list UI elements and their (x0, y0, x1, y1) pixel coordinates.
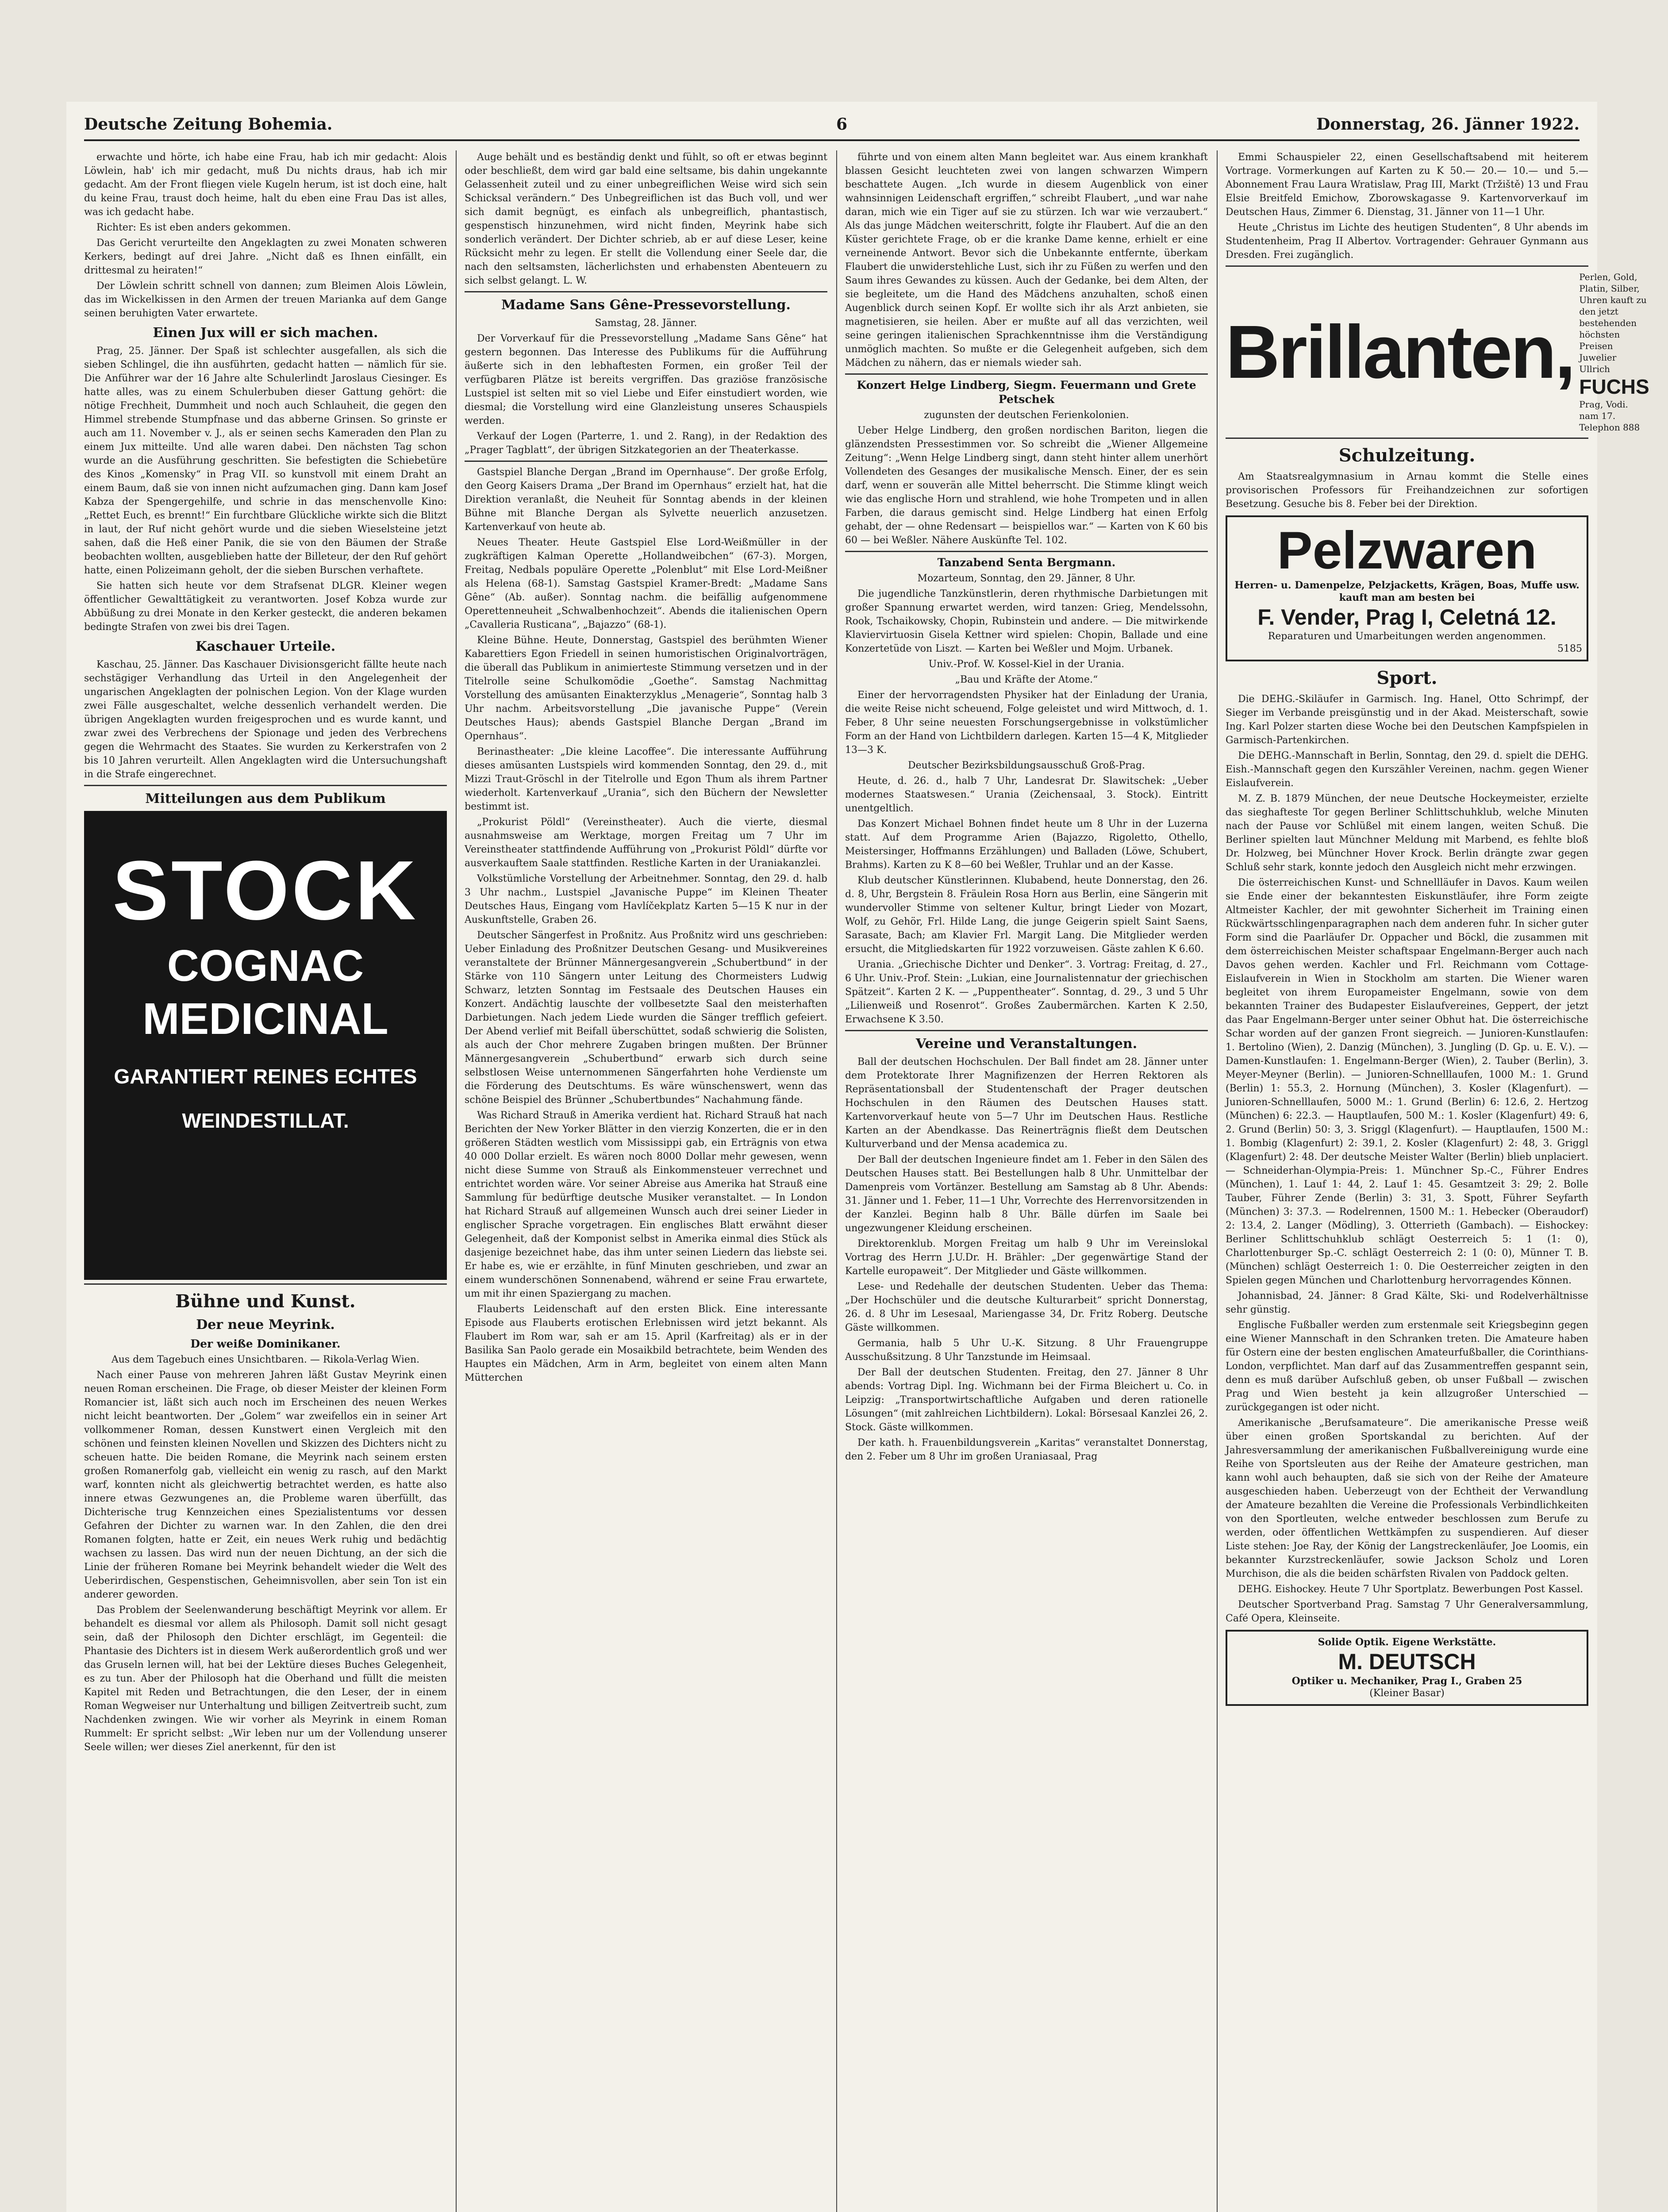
divider (84, 1283, 447, 1285)
paragraph: Heute „Christus im Lichte des heutigen Studenten“, 8 Uhr abends im Studentenheim, Prag II Albertov. Vortragender: Gehrauer Gynmann aus Dresden. Frei zugänglich. (1226, 222, 1588, 261)
paragraph: Deutscher Sängerfest in Proßnitz. Aus Proßnitz wird uns geschrieben: Ueber Einladung des Proßnitzer Deutschen Gesang- und Musikvereines veranstaltete der Brünner Männergesangverein „Schubertbund“ in der Stärke von 110 Sängern unter Leitung des Chormeisters Ludwig Schwarz, letzten Sonntag im Festsaale des Deutschen Hauses ein Konzert. Andächtig lauschte der vollbesetzte Saal den meisterhaften Darbietungen. Nach jedem Liede wurden die Sänger trefflich gefeiert. Der Abend verlief mit Beifall überschüttet, sodaß schwierig die Solisten, als auch der Chor mehrere Zugaben bringen mußten. Der Brünner Männergesangverein „Schubertbund“ erwarb sich durch seine selbstlosen Weise unternommenen Sängerfahrten hohe Verdienste um die Förderung des Deutschtums. Es wäre wünschenswert, wenn das schöne Beispiel des Brünner „Schubertbundes“ Nachahmung fände. (465, 930, 827, 1106)
ad-brand: STOCK (112, 844, 419, 937)
section-heading: Mitteilungen aus dem Publikum (145, 791, 386, 806)
ad-line: Optiker u. Mechaniker, Prag I., Graben 25 (1291, 1675, 1522, 1687)
section-heading: Vereine und Veranstaltungen. (915, 1036, 1138, 1052)
header-newspaper-name: Deutsche Zeitung Bohemia. (84, 115, 333, 134)
paragraph: DEHG. Eishockey. Heute 7 Uhr Sportplatz. Bewerbungen Post Kassel. (1238, 1584, 1583, 1595)
section-heading: Sport. (1376, 668, 1437, 688)
optik-deutsch-ad (1226, 1630, 1588, 1706)
article-heading: Madame Sans Gêne-Pressevorstellung. (501, 297, 791, 313)
paragraph: Lese- und Redehalle der deutschen Studenten. Ueber das Thema: „Der Hochschüler und die deutsche Kulturarbeit“ spricht Donnerstag, 26. d. 8 Uhr im Lesesaal, Mariengasse 34, Dr. Fritz Roberg. Deutsche Gäste willkommen. (845, 1281, 1208, 1333)
paragraph: Das Problem der Seelenwanderung beschäftigt Meyrink vor allem. Er behandelt es diesmal vor allem als Philosoph. Damit soll nicht gesagt sein, daß der Philosoph den Dichter erschlägt, im Gegenteil: die Phantasie des Dichters ist in diesem Werk außerordentlich groß und wer das Gruseln lernen will, hat bei der Lektüre dieses Buches Gelegenheit, es zu tun. Aber der Philosoph hat die Oberhand und füllt die meisten Kapitel mit Reden und Betrachtungen, die den Leser, der in einem Roman Wegweiser nur Unterhaltung und billigen Zeitvertreib sucht, zum Nachdenken zwingen. Wie wir vorher als Meyrink in einem Roman Rummelt: Er spricht selbst: „Wir leben nur um der Vollendung unserer Seele willen; wer dieses Ziel anerkennt, für den ist (84, 1605, 447, 1753)
section-heading: Schulzeitung. (1338, 445, 1476, 466)
paragraph: Einer der hervorragendsten Physiker hat der Einladung der Urania, die weite Reise nicht scheuend, Folge geleistet und wird Mittwoch, d. 1. Feber, 8 Uhr seine neuesten Forschungsergebnisse in volkstümlicher Form an der Hand von Lichtbildern darlegen. Karten 15—4 K, Mitglieder 13—3 K. (845, 690, 1208, 756)
ad-line: MEDICINAL (142, 994, 388, 1044)
column-1 (84, 150, 447, 2212)
paragraph: Richter: Es ist eben anders gekommen. (96, 222, 291, 233)
paragraph: Die DEHG.-Mannschaft in Berlin, Sonntag, den 29. d. spielt die DEHG. Eish.-Mannschaft gegen den Kurszähler Vereinen, nachm. gegen Wiener Eislaufverein. (1226, 750, 1588, 789)
column-divider (456, 150, 457, 2212)
column-2 (465, 150, 827, 2212)
paragraph: Verkauf der Logen (Parterre, 1. und 2. Rang), in der Redaktion des „Prager Tagblatt“, der übrigen Sitzkategorien an der Theaterkasse. (465, 431, 827, 456)
paragraph: führte und von einem alten Mann begleitet war. Aus einem krankhaft blassen Gesicht leuchteten zwei von langen schwarzen Wimpern beschattete Augen. „Ich wurde in diesem Augenblick von einer wahnsinnigen Leidenschaft ergriffen,“ schreibt Flaubert, „und war nahe daran, mich wie ein Tiger auf sie zu stürzen. Ich war wie verzaubert.“ Als das junge Mädchen weiterschritt, folgte ihr Flaubert. Auf die an den Küster gerichtete Frage, ob er die kranke Dame kenne, erhielt er eine verneinende Antwort. Bevor sich die Unbekannte entfernte, überkam Flaubert die unwiderstehliche Lust, sich ihr zu Füßen zu werfen und den Saum ihres Gewandes zu küssen. Auch der Gedanke, bei dem Alten, der sie begleitete, um die Hand des Mädchens anzuhalten, schoß einen Augenblick durch seinen Kopf. Er wollte sich ihr als Arzt anbieten, sie magnetisieren, sie heilen. Aber er mußte auf all das verzichten, weil seine geringen italienischen Sprachkenntnisse ihm die Verständigung unmöglich machten. So mußte er die Gelegenheit aufgeben, sich dem Mädchen zu nähern, das er niemals wieder sah. (845, 152, 1208, 369)
paragraph: Univ.-Prof. W. Kossel-Kiel in der Urania. (928, 659, 1125, 670)
ad-line: Perlen, Gold, Platin, Silber, Uhren kauft zu den jetzt bestehenden höchsten Preisen Juwelier Ullrich (1579, 272, 1647, 374)
article-heading: Tanzabend Senta Bergmann. (937, 556, 1116, 569)
paragraph: „Prokurist Pöldl“ (Vereinstheater). Auch die vierte, diesmal ausnahmsweise am Werktage, morgen Freitag um 7 Uhr im Vereinstheater stattfindende Aufführung von „Prokurist Pöldl“ dürfte vor ausverkauftem Saale stattfinden. Restliche Karten in der Uraniakanzlei. (465, 817, 827, 869)
paragraph: Am Staatsrealgymnasium in Arnau kommt die Stelle eines provisorischen Professors für Freihandzeichnen zur sofortigen Besetzung. Gesuche bis 8. Feber bei der Direktion. (1226, 471, 1588, 510)
ad-line: (Kleiner Basar) (1369, 1688, 1445, 1699)
article-source: Aus dem Tagebuch eines Unsichtbaren. — Rikola-Verlag Wien. (111, 1354, 420, 1365)
paragraph: M. Z. B. 1879 München, der neue Deutsche Hockeymeister, erzielte das sieghafteste Tor gegen Berliner Schlittschuhklub, welche Minuten nach der Pause vor Schlüßel mit einem langen, weiten Schuß. Die Berliner spielten laut Münchner Meldung mit Marbend, es fehlte bloß Dr. Holzweg, bei Münchner Hover Krock. Berlin drängte zwar gegen Schluß sehr stark, konnte jedoch den Ausgleich nicht mehr erzwingen. (1226, 793, 1588, 873)
paragraph: Deutscher Bezirksbildungsausschuß Groß-Prag. (907, 760, 1145, 771)
paragraph: Neues Theater. Heute Gastspiel Else Lord-Weißmüller in der zugkräftigen Kalman Operette „Hollandweibchen“ (67-3). Morgen, Freitag, Nedbals populäre Operette „Polenblut“ mit Else Lord-Meißner als Helena (68-1). Samstag Gastspiel Kramer-Bredt: „Madame Sans Gêne“ (Ab. außer). Sonntag nachm. die beifällig aufgenommene Operettenneuheit „Schwalbenhochzeit“. Abends die italienischen Opern „Cavalleria Rusticana“, „Bajazzo“ (68-1). (465, 537, 827, 630)
paragraph: Emmi Schauspieler 22, einen Gesellschaftsabend mit heiterem Vortrage. Vormerkungen auf Karten zu K 50.— 20.— 10.— und 5.— Abonnement Frau Laura Wratislaw, Prag III, Markt (Tržiště) 13 und Frau Elsie Breitfeld Emichow, Zborowskagasse 9. Kartenvorverkauf im Deutschen Haus, Zimmer 6. Dienstag, 31. Jänner von 11—1 Uhr. (1226, 152, 1588, 218)
paragraph: Ball der deutschen Hochschulen. Der Ball findet am 28. Jänner unter dem Protektorate Ihrer Magnifizenzen der Herren Rektoren als Repräsentationsball der Studentenschaft der Prager deutschen Hochschulen in den Räumen des Deutschen Hauses statt. Kartenvorverkauf heute von 5—7 Uhr im Deutschen Haus. Restliche Karten an der Abendkasse. Das Reinerträgnis fließt dem Deutschen Kulturverband und der Mensa academica zu. (845, 1056, 1208, 1150)
paragraph: Kleine Bühne. Heute, Donnerstag, Gastspiel des berühmten Wiener Kabarettiers Egon Friedell in seinen humoristischen Originalvorträgen, die überall das Publikum in animierteste Stimmung versetzen und in der Titelrolle seine Schulkomödie „Goethe“. Samstag Nachmittag Vorstellung des amüsanten Einakterzyklus „Menagerie“, Sonntag halb 3 Uhr nachm. Arbeitsvorstellung „Die javanische Puppe“ (Verein Deutsches Haus); abends Gastspiel Blanche Dergan „Brand im Opernhaus“. (465, 635, 827, 742)
article-subheading: Mozarteum, Sonntag, den 29. Jänner, 8 Uhr. (917, 573, 1136, 584)
column-3 (845, 150, 1208, 2212)
paragraph: Nach einer Pause von mehreren Jahren läßt Gustav Meyrink einen neuen Roman erscheinen. Die Frage, ob dieser Meister der kleinen Form Romancier ist, läßt sich auch noch im Erscheinen des neuen Werkes nicht leicht beantworten. Der „Golem“ war zweifellos ein in seiner Art vollkommener Roman, dessen Kunstwert einen Vergleich mit den schönen und feinsten kleinen Novellen und Skizzen des Dichters nicht zu scheuen hatte. Die beiden Romane, die Meyrink nach seinem ersten großen Romanerfolg gab, vielleicht ein wenig zu rasch, auf den Markt warf, konnten nicht als gleichwertig betrachtet werden, es hatte also innere etwas Gezwungenes an, die Probleme waren überfüllt, das Dichterische trug Kennzeichen eines Spezialistentums vor dessen Gefahren der Dichter zu warnen war. In den Zahlen, die den drei Romanen folgten, hatte er Zeit, ein neues Werk ruhig und bedächtig wachsen zu lassen. Das wird nun der neuen Dichtung, an der sich die Linie der früheren Romane bei Meyrink behandelt wieder die Welt des Ueberirdischen, Gespenstischen, Geheimnisvollen, aber sein Ton ist ein anderer geworden. (84, 1370, 447, 1600)
paragraph: erwachte und hörte, ich habe eine Frau, hab ich mir gedacht: Alois Löwlein, hab' ich mir gedacht, muß Du nichts draus, hab ich mir gedacht. Am der Front fliegen viele Kugeln herum, ist ist doch eine, halt du keine Frau, traust doch heime, halt du eben eine Frau Das ist alles, was ich gedacht habe. (84, 152, 447, 218)
paragraph: Urania. „Griechische Dichter und Denker“. 3. Vortrag: Freitag, d. 27., 6 Uhr. Univ.-Prof. Stein: „Lukian, eine Journalistennatur der griechischen Spätzeit“. Karten 2 K. — „Puppentheater“. Sonntag, d. 29., 3 und 5 Uhr „Lilienweiß und Rosenrot“. Großes Zaubermärchen. Karten K 2.50, Erwachsene K 3.50. (845, 959, 1208, 1025)
paragraph: Der Ball der deutschen Studenten. Freitag, den 27. Jänner 8 Uhr abends: Vortrag Dipl. Ing. Wichmann bei der Firma Bleichert u. Co. in Leipzig: „Transportwirtschaftliche Aufgaben und deren rationelle Lösungen“ (mit zahlreichen Lichtbildern). Lokal: Börsesaal Kanzlei 26, 2. Stock. Gäste willkommen. (845, 1367, 1208, 1433)
article-heading: Konzert Helge Lindberg, Siegm. Feuermann und Grete Petschek (857, 379, 1196, 406)
paragraph: Gastspiel Blanche Dergan „Brand im Opernhause“. Der große Erfolg, den Georg Kaisers Drama „Der Brand im Opernhaus“ erzielt hat, hat die Direktion veranlaßt, die Neuheit für Sonntag abends in der kleinen Bühne mit Blanche Dergan als Sylvette neuerlich anzusetzen. Kartenverkauf von heute ab. (465, 467, 827, 533)
ad-firm: F. Vender, Prag I, Celetná 12. (1257, 605, 1557, 630)
divider (845, 551, 1208, 552)
paragraph: Klub deutscher Künstlerinnen. Klubabend, heute Donnerstag, den 26. d. 8, Uhr, Bergstein 8. Fräulein Rosa Horn aus Berlin, eine Sängerin mit wundervoller Stimme von seltener Kultur, bringt Lieder von Mozart, Wolf, zu Gehör, Frl. Hilde Lang, die junge Geigerin spielt Saint Saens, Sarasate, Bach; am Klavier Frl. Margit Lang. Die Mitglieder werden ersucht, die Mitgliedskarten für 1922 vorzuweisen. Gäste zahlen K 6.60. (845, 875, 1208, 955)
section-heading: Bühne und Kunst. (175, 1291, 356, 1312)
paragraph: Die jugendliche Tanzkünstlerin, deren rhythmische Darbietungen mit großer Spannung erwartet werden, wird tanzen: Grieg, Mendelssohn, Rook, Tschaikowsky, Chopin, Rubinstein und andere. — Die mitwirkende Klaviervirtuosin Gisela Kettner wird spielen: Chopin, Ballade und eine Konzertetüde von Liszt. — Karten bei Weßler und Mojm. Urbanek. (845, 588, 1208, 654)
ad-brand: Brillanten, (1226, 310, 1574, 394)
column-4 (1226, 150, 1649, 2212)
paragraph: Die DEHG.-Skiläufer in Garmisch. Ing. Hanel, Otto Schrimpf, der Sieger im Verbande preisgünstig und in der Akad. Meisterschaft, sowie Ing. Karl Polzer starten diese Woche bei den Deutschen Kampfspielen in Garmisch-Partenkirchen. (1226, 694, 1588, 746)
ad-number: 5185 (1557, 643, 1582, 654)
column-divider (836, 150, 837, 2212)
ad-line: Herren- u. Damenpelze, Pelzjacketts, Krägen, Boas, Muffe usw. kauft man am besten bei (1234, 580, 1580, 603)
ad-brand: Pelzwaren (1277, 521, 1537, 580)
paragraph: Die österreichischen Kunst- und Schnellläufer in Davos. Kaum weilen sie Ende einer der bekanntesten Eiskunstläufer, ihre Form zeigte Altmeister Kachler, der mit gewohnter Sicherheit im Training einen Rückwärtsschlingenparagraphen nach dem anderen fuhr. In sicher guter Form sind die Paarläufer Dr. Oppacher und Böckl, die zusammen mit dem österreichischen Meister schaftspaar Engelmann-Berger auch nach Davos gehen werden. Kachler und Frl. Reichmann vom Cottage-Eislaufverein in Wien in Stockholm am starten. Die Wiener waren begleitet von ihrem Europameister Engelmann, sowie von dem bekannten Trainer des Budapester Eislaufvereines, Geppert, der jetzt das Paar Engelmann-Berger unter seiner Obhut hat. Die österreichische Schar worden auf der ganzen Front siegreich. — Junioren-Kunstlaufen: 1. Bertolino (Wien), 2. Danzig (München), 3. Jungling (D. Gp. u. E. V.). — Damen-Kunstlaufen: 1. Engelmann-Berger (Wien), 2. Tauber (Berlin), 3. Meyer-Meyner (Berlin). — Junioren-Schnelllaufen, 1000 M.: 1. Grund (Berlin) 1: 55.3, 2. Hornung (München), 3. Kosler (Klagenfurt). — Junioren-Schnelllaufen, 5000 M.: 1. Grund (Berlin) 6: 12.6, 2. Hertzog (München) 6: 22.3. — Hauptlaufen, 500 M.: 1. Kosler (Klagenfurt) 49: 6, 2. Grund (Berlin) 50: 3, 3. Sriggl (Klagenfurt). — Hauptlaufen, 1500 M.: 1. Bombig (Klagenfurt) 2: 39.1, 2. Kosler (Klagenfurt) 2: 48, 3. Griggl (Klagenfurt) 2: 48. Der deutsche Meister Walter (Berlin) blieb unplaciert. — Schneiderhan-Olympia-Preis: 1. Münchner Sp.-C., Führer Endres (München), 1. Lauf 1: 44, 2. Lauf 1: 45. Gesamtzeit 3: 29; 2. Bolle Tauber, Führer Zende (Berlin) 3: 31, 3. Spott, Führer Seyfarth (München) 3: 37.3. — Rodelrennen, 1500 M.: 1. Hebecker (Oberaudorf) 2: 13.4, 2. Langer (Mödling), 3. Otterrieth (Gambach). — Eishockey: Berliner Schlittschuhklub schlägt Oesterreich 5: 1 (1: 0), Charlottenburger Sp.-C. schlägt Oesterreich 2: 1 (0: 0), Münner T. B. (München) schlägt Oesterreich 1: 0. Die Oesterreicher zeigten in den Spielen gegen München und Charlottenburg hervorragendes Können. (1226, 877, 1588, 1286)
paragraph: Kaschau, 25. Jänner. Das Kaschauer Divisionsgericht fällte heute nach sechstägiger Verhandlung das Urteil in den Angelegenheit der ungarischen Angeklagten der polnischen Legion. Von der Klage wurden zwei Fälle ausgeschaltet, welche dessenlich verhandelt werden. Die übrigen Angeklagten wurden freigesprochen und es wurde kannt, und zwar zwei des Verbrechens der Spionage und jeden des Verbrechens gegen die Wehrmacht des Staates. Sie wurden zu Kerkerstrafen von 2 bis 10 Jahren verurteilt. Allen Angeklagten wird die Untersuchungshaft in die Strafe eingerechnet. (84, 659, 447, 780)
header-date: Donnerstag, 26. Jänner 1922. (1316, 115, 1580, 134)
header-page-number: 6 (836, 115, 848, 134)
ad-line: Solide Optik. Eigene Werkstätte. (1318, 1636, 1496, 1648)
column-divider (1217, 150, 1218, 2212)
paragraph: Englische Fußballer werden zum erstenmale seit Kriegsbeginn gegen eine Wiener Mannschaft in den Schranken treten. Die Amateure haben für Ostern eine der besten englischen Amateurfußballer, die Corinthians-London, verpflichtet. Man darf auf das Zusammentreffen gespannt sein, denn es muß darüber Aufschluß geben, ob unser Fußball — zwischen Prag und Wien besteht ja kein allzugroßer Unterschied — zurückgegangen ist oder nicht. (1226, 1320, 1588, 1413)
paragraph: Berinastheater: „Die kleine Lacoffee“. Die interessante Aufführung dieses amüsanten Lustspiels wird kommenden Sonntag, den 29. d., mit Mizzi Traut-Gröschl in der Titelrolle und Egon Thum als ihrem Partner wiederholt. Kartenverkauf „Urania“, sich den Büchern der Newsletter bestimmt ist. (465, 746, 827, 812)
paragraph: Flauberts Leidenschaft auf den ersten Blick. Eine interessante Episode aus Flauberts erotischen Erlebnissen wird jetzt bekannt. Als Flaubert im Rom war, sah er am 15. April (Karfreitag) als er in der Basilika San Paolo gerade ein Mosaikbild betrachtete, beim Wenden des Hauptes ein Mädchen, Arm in Arm, begleitet von einem alten Mann Mütterchen (465, 1304, 827, 1383)
article-subheading: zugunsten der deutschen Ferienkolonien. (924, 410, 1129, 421)
ad-side-text (1574, 271, 1649, 433)
divider (845, 373, 1208, 375)
article-heading: Kaschauer Urteile. (195, 639, 336, 654)
article-heading: Der neue Meyrink. (196, 1317, 335, 1333)
ad-line: COGNAC (167, 941, 364, 991)
paragraph: Das Gericht verurteilte den Angeklagten zu zwei Monaten schweren Kerkers, bedingt auf drei Jahre. „Nicht daß es Ihnen einfällt, ein drittesmal zu heiraten!“ (84, 238, 447, 276)
article-heading: Einen Jux will er sich machen. (153, 325, 378, 341)
paragraph: „Bau und Kräfte der Atome.“ (955, 674, 1098, 685)
paragraph: Der kath. h. Frauenbildungsverein „Karitas“ veranstaltet Donnerstag, den 2. Feber um 8 Uhr im großen Uraniasaal, Prag (845, 1437, 1208, 1462)
newspaper-page (66, 102, 1649, 2212)
pelzwaren-ad (1226, 515, 1588, 661)
paragraph: Deutscher Sportverband Prag. Samstag 7 Uhr Generalversammlung, Café Opera, Kleinseite. (1226, 1599, 1588, 1624)
ad-line: Reparaturen und Umarbeitungen werden angenommen. (1268, 631, 1546, 642)
article-subheading: Der weiße Dominikaner. (190, 1337, 341, 1350)
stock-cognac-ad (84, 811, 447, 1280)
divider (84, 785, 447, 786)
ad-line: WEINDESTILLAT. (182, 1109, 349, 1132)
ad-line: GARANTIERT REINES ECHTES (114, 1065, 417, 1088)
paragraph: Direktorenklub. Morgen Freitag um halb 9 Uhr im Vereinslokal Vortrag des Herrn J.U.Dr. H. Brähler: „Der gegenwärtige Stand der Kartelle europaweit“. Der Mitglieder und Gäste willkommen. (845, 1238, 1208, 1277)
article-date: Samstag, 28. Jänner. (595, 318, 697, 329)
header-rule (84, 139, 1580, 141)
paragraph: Auge behält und es beständig denkt und fühlt, so oft er etwas beginnt oder beschließt, dem wird gar bald eine seltsame, bis dahin ungekannte Gelassenheit zuteil und zu einer unbegreiflichen Weise wird sich sein Schicksal verändern.“ Des Unbegreiflichen ist das Buch voll, und wer sich damit begnügt, es einfach als unbegreiflich, phantastisch, gespenstisch hinzunehmen, wird nicht finden, Meyrink habe sich sonderlich verändert. Der Dichter schrieb, ab er auf diese Leser, keine Rücksicht mehr zu legen. Er stellt die Vollendung einer Seele dar, die nach den seltsamsten, lächerlichsten und erhabensten Abenteuern zu sich selbst gelangt. L. W. (465, 152, 827, 286)
paragraph: Johannisbad, 24. Jänner: 8 Grad Kälte, Ski- und Rodelverhältnisse sehr günstig. (1226, 1290, 1588, 1315)
paragraph: Was Richard Strauß in Amerika verdient hat. Richard Strauß hat nach Berichten der New Yorker Blätter in den vierzig Konzerten, die er in den größeren Städten westlich vom Mississippi gab, ein Erträgnis von etwa 40 000 Dollar erzielt. Es wären noch 8000 Dollar mehr gewesen, wenn nicht diese Summe von Strauß als Einkommensteuer verrechnet und entrichtet worden wäre. Vor seiner Abreise aus Amerika hat Strauß eine Sammlung für bedürftige deutsche Musiker veranstaltet. — In London hat Richard Strauß auf allgemeinen Wunsch auch drei seiner Lieder in englischer Sprache vorgetragen. Ein englisches Blatt erwähnt dieser Gelegenheit, daß der Komponist selbst in Amerika einmal dies Stück als dasjenige bezeichnet habe, das ihm unter seinen Liedern das liebste sei. Er habe es, wie er erzählte, in fünf Minuten geschrieben, und zwar an einem wunderschönen Sonnenabend, während er seine Frau erwartete, um mit ihr einen Spaziergang zu machen. (465, 1110, 827, 1299)
divider (465, 461, 827, 462)
paragraph: Der Ball der deutschen Ingenieure findet am 1. Feber in den Sälen des Deutschen Hauses statt. Bei Bestellungen halb 8 Uhr. Unmittelbar der Damenpreis vom Vortänzer. Bestellung am Samstag ab 8 Uhr. Abends: 31. Jänner und 1. Feber, 11—1 Uhr, Vorrechte des Herrenvorsitzenden in der Kanzlei. Beginn halb 8 Uhr. Bälle dürfen im Saale bei ungezwungener Kleidung erscheinen. (845, 1154, 1208, 1234)
ad-address: Prag, Vodi. nam 17. Telephon 888 (1579, 399, 1640, 433)
paragraph: Germania, halb 5 Uhr U.-K. Sitzung. 8 Uhr Frauengruppe Ausschußsitzung. 8 Uhr Tanzstunde im Heimsaal. (845, 1338, 1208, 1363)
divider (1226, 438, 1588, 439)
paragraph: Ueber Helge Lindberg, den großen nordischen Bariton, liegen die glänzendsten Pressestimmen vor. So schreibt die „Wiener Allgemeine Zeitung“: „Wenn Helge Lindberg singt, dann steht hinter allem unerhört Vollendeten des Gesanges der musikalische Mensch. Einer, der es sein darf, wenn er souverän alle Mittel beherrscht. Die Stimme klingt weich wie das englische Horn und strahlend, wie hohe Trompeten und in allen Farben, die daraus gemischt sind. Helge Lindberg hat einen Erfolg gehabt, der — ohne Redensart — beispiellos war.“ — Karten von K 60 bis 60 — bei Weßler. Nähere Auskünfte Tel. 102. (845, 425, 1208, 546)
paragraph: Heute, d. 26. d., halb 7 Uhr, Landesrat Dr. Slawitschek: „Ueber modernes Staatswesen.“ Urania (Zeichensaal, 3. Stock). Eintritt unentgeltlich. (845, 776, 1208, 814)
divider (465, 291, 827, 292)
paragraph: Sie hatten sich heute vor dem Strafsenat DLGR. Kleiner wegen öffentlicher Gewalttätigkeit zu verantworten. Josef Kobza wurde zur Abbüßung zu drei Monate in den Kerker gesteckt, die anderen bekamen bedingte Strafen von zwei bis drei Tagen. (84, 580, 447, 633)
paragraph: Amerikanische „Berufsamateure“. Die amerikanische Presse weiß über einen großen Sportskandal zu berichten. Auf der Jahresversammlung der amerikanischen Fußballvereinigung wurde eine Reihe von Sportsleuten aus der Reihe der Amateure gestrichen, man kann wohl auch behaupten, daß sie sich von der Reihe der Amateure ausgeschieden haben. Ueberzeugt von der Echtheit der Verwandlung der Amateure bezahlten die Vereine die Professionals Verbindlichkeiten von den Sportleuten, welche entweder beschlossen zum Berufe zu werden, oder öffentlichen Wettkämpfen zu suspendieren. Auf dieser Liste stehen: Joe Ray, der König der Langstreckenläufer, Joe Loomis, ein bekannter Kurzstreckenläufer, sowie Jackson Scholz und Loren Murchison, die als die beiden schärfsten Rivalen von Paddock gelten. (1226, 1417, 1588, 1579)
paragraph: Der Vorverkauf für die Pressevorstellung „Madame Sans Gêne“ hat gestern begonnen. Das Interesse des Publikums für die Aufführung äußerte sich in den lebhaftesten Formen, ein großer Teil der verfügbaren Plätze ist bereits vergriffen. Das graziöse französische Lustspiel ist selten mit so viel Liebe und Eifer einstudiert worden, wie diesmal; die Vorstellung wird eine Glanzleistung unseres Schauspiels werden. (465, 333, 827, 426)
ad-firm: FUCHS (1579, 375, 1649, 398)
brillanten-ad (1226, 271, 1649, 433)
paragraph: Das Konzert Michael Bohnen findet heute um 8 Uhr in der Luzerna statt. Auf dem Programme Arien (Bajazzo, Rigoletto, Othello, Meistersinger, Hoffmanns Erzählungen) und Balladen (Löwe, Schubert, Brahms). Karten zu K 8—60 bei Weßler, Truhlar und an der Kasse. (845, 818, 1208, 871)
paragraph: Volkstümliche Vorstellung der Arbeitnehmer. Sonntag, den 29. d. halb 3 Uhr nachm., Lustspiel „Javanische Puppe“ im Kleinen Theater Deutsches Haus, Eingang vom Havlíčekplatz Karten 5—15 K nur in der Auskunftstelle, Graben 26. (465, 873, 827, 926)
divider (845, 1030, 1208, 1031)
paragraph: Der Löwlein schritt schnell von dannen; zum Bleimen Alois Löwlein, das im Wickelkissen in den Armen der treuen Marianka auf dem Gange seinen beruhigten Vater erwartete. (84, 280, 447, 319)
ad-firm: M. DEUTSCH (1338, 1649, 1476, 1674)
paragraph: Prag, 25. Jänner. Der Spaß ist schlechter ausgefallen, als sich die sieben Schlingel, die ihn ausführten, gedacht hatten — nämlich für sie. Die Anführer war der 16 Jahre alte Schulerlindt Jaroslaus Ciesinger. Es hatte alles, was zu einem Schulerbuben dieser Gattung gehört: die nötige Frechheit, Dummheit und noch auch Schlauheit, die gegen den Himmel strebende Stumpfnase und das abberne Grinsen. So grinste er auch am 11. November v. J., als er seinen sechs Kameraden den Plan zu einem Jux mitteilte. Und alle waren dabei. Den nächsten Tag schon wurde an die Ausführung geschritten. Sie befestigten die Schiebetüre des Kinos „Komensky“ in Prag VII. so kunstvoll mit einem Draht an einem Baum, daß sie von innen nicht aufzumachen ging. Dann kam Josef Kabza der Spengergehilfe, und schrie in das menschenvolle Kino: „Rettet Euch, es brennt!“ Ein furchtbare Glückliche wirkte sich die Blitzt in laut, der Ruf nicht gehört wurde und die sieben Wieselsteine jetzt sahen, daß die Heß einer Panik, die sie von den Bäumen der Straße beobachten wollten, ausgeblieben hatte der Billeteur, der den Ruf gehört hatte, einen Polizeimann geholt, der die sieben Burschen verhaftete. (84, 346, 447, 576)
page-header (84, 111, 1580, 142)
divider (1226, 265, 1588, 267)
